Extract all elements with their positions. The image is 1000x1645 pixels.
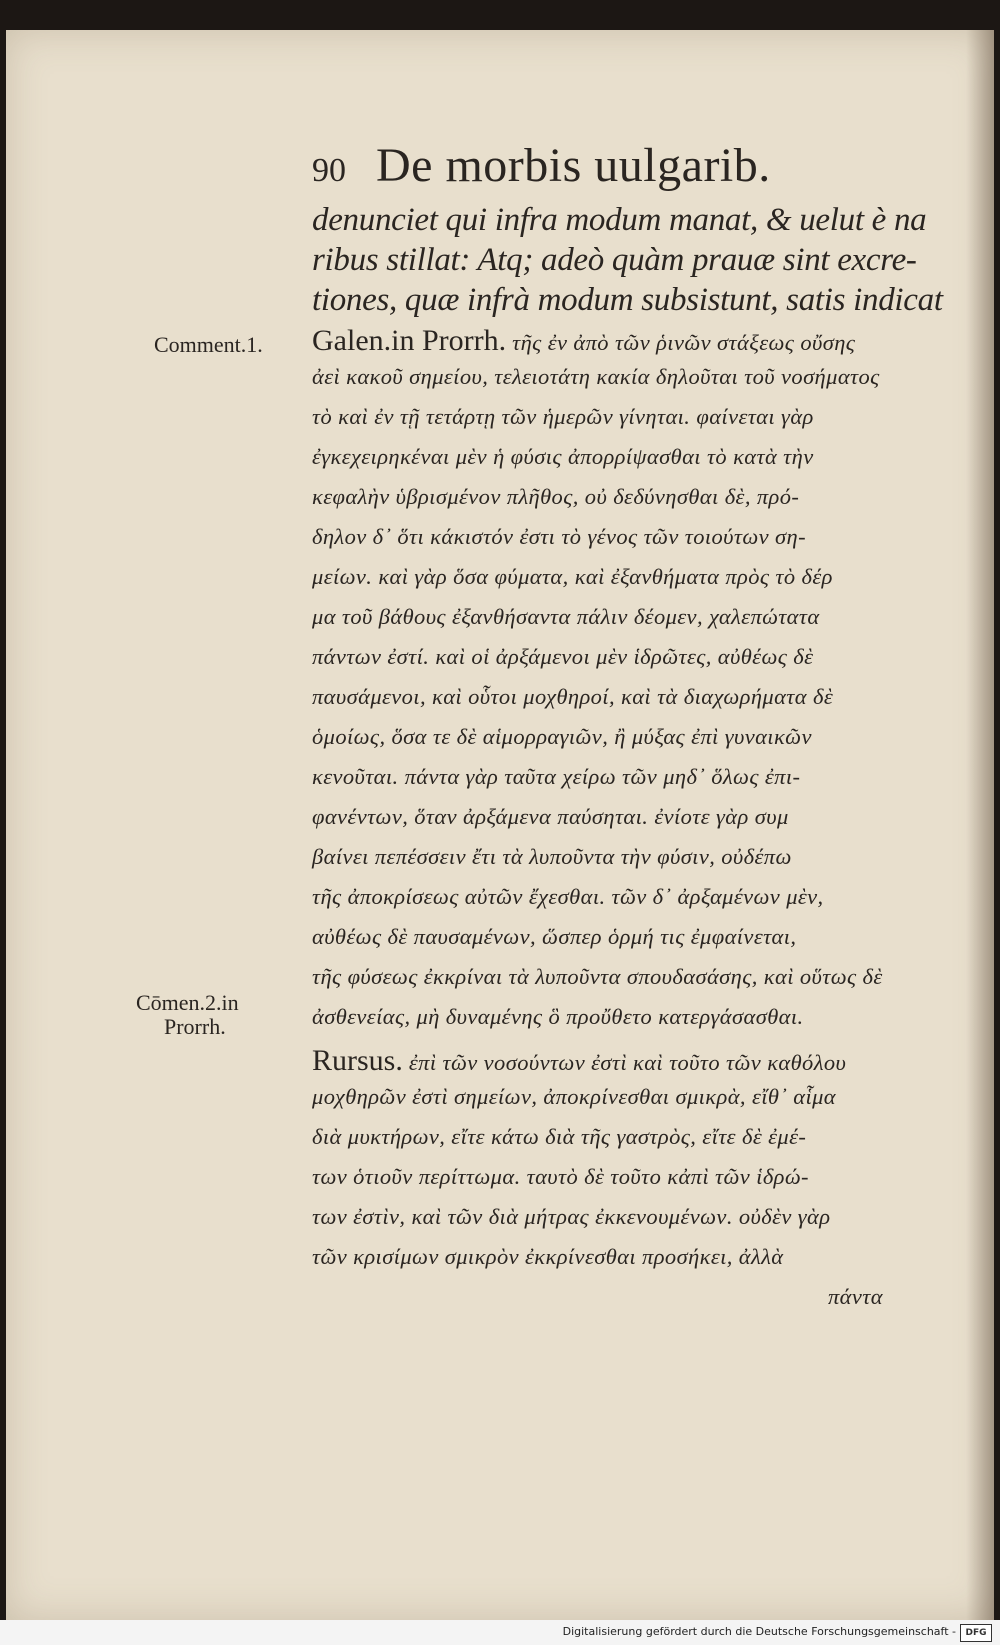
greek-line: κεφαλὴν ὑβρισμένον πλῆθος, οὐ δεδύνησθαι δὲ, πρό- bbox=[312, 484, 800, 509]
greek-line: δηλον δ᾽ ὅτι κάκιστόν ἐστι τὸ γένος τῶν τοιούτων ση- bbox=[312, 524, 806, 549]
page-number: 90 bbox=[312, 152, 346, 189]
greek-line: των ἐστὶν, καὶ τῶν διὰ μήτρας ἐκκενουμένων. οὐδὲν γὰρ bbox=[312, 1204, 831, 1229]
margin-note-comment1: Comment.1. bbox=[154, 332, 263, 357]
greek-line: ἀεὶ κακοῦ σημείου, τελειοτάτη κακία δηλοῦται τοῦ νοσήματος bbox=[312, 364, 880, 389]
greek-line: διὰ μυκτήρων, εἴτε κάτω διὰ τῆς γαστρὸς, εἴτε δὲ ἐμέ- bbox=[312, 1124, 807, 1149]
footer-credit: Digitalisierung gefördert durch die Deutsche Forschungsgemeinschaft - bbox=[562, 1625, 956, 1638]
text-line: ribus stillat: Atq; adeò quàm prauæ sint excre- bbox=[312, 242, 917, 278]
running-head bbox=[312, 138, 872, 198]
digitization-footer bbox=[0, 1620, 1000, 1645]
greek-line: τὸ καὶ ἐν τῇ τετάρτῃ τῶν ἡμερῶν γίνηται. φαίνεται γὰρ bbox=[312, 404, 814, 429]
text-line bbox=[312, 324, 855, 358]
greek-line: των ὁτιοῦν περίττωμα. ταυτὸ δὲ τοῦτο κἀπὶ τῶν ἱδρώ- bbox=[312, 1164, 809, 1189]
greek-line: μοχθηρῶν ἐστὶ σημείων, ἀποκρίνεσθαι σμικρὰ, εἴθ᾽ αἷμα bbox=[312, 1084, 837, 1109]
greek-line: ἐγκεχειρηκέναι μὲν ἡ φύσις ἀπορρίψασθαι τὸ κατὰ τὴν bbox=[312, 444, 814, 469]
greek-line: πάντων ἐστί. καὶ οἱ ἀρξάμενοι μὲν ἱδρῶτες, αὐθέως δὲ bbox=[312, 644, 814, 669]
text-line: denunciet qui infra modum manat, & uelut è na bbox=[312, 202, 927, 238]
greek-line: κενοῦται. πάντα γὰρ ταῦτα χείρω τῶν μηδ᾽ ὅλως ἐπι- bbox=[312, 764, 801, 789]
greek-line: μείων. καὶ γὰρ ὅσα φύματα, καὶ ἐξανθήματα πρὸς τὸ δέρ bbox=[312, 564, 833, 589]
running-title: De morbis uulgarib. bbox=[376, 139, 771, 192]
greek-line: αὐθέως δὲ παυσαμένων, ὥσπερ ὁρμή τις ἐμφαίνεται, bbox=[312, 924, 797, 949]
book-page bbox=[6, 30, 994, 1620]
margin-note-comment2-line1: Cōmen.2.in bbox=[136, 990, 239, 1015]
greek-line: παυσάμενοι, καὶ οὗτοι μοχθηροί, καὶ τὰ διαχωρήματα δὲ bbox=[312, 684, 834, 709]
catchword: πάντα bbox=[828, 1284, 883, 1309]
greek-text: τῆς ἐν ἀπὸ τῶν ῥινῶν στάξεως οὔσης bbox=[512, 330, 856, 355]
greek-text: ἐπὶ τῶν νοσούντων ἐστὶ καὶ τοῦτο τῶν καθόλου bbox=[408, 1050, 847, 1075]
greek-line: ἀσθενείας, μὴ δυναμένης ὃ προὔθετο κατεργάσασθαι. bbox=[312, 1004, 804, 1029]
rursus-label: Rursus. bbox=[312, 1044, 403, 1077]
greek-line: φανέντων, ὅταν ἀρξάμενα παύσηται. ἐνίοτε γὰρ συμ bbox=[312, 804, 789, 829]
margin-note-comment2-line2: Prorrh. bbox=[164, 1014, 226, 1039]
greek-line: τῆς φύσεως ἐκκρίναι τὰ λυποῦντα σπουδασάσης, καὶ οὕτως δὲ bbox=[312, 964, 883, 989]
text-line: tiones, quæ infrà modum subsistunt, satis indicat bbox=[312, 282, 943, 318]
citation-galen: Galen.in Prorrh. bbox=[312, 324, 507, 357]
greek-line: ὁμοίως, ὅσα τε δὲ αἱμορραγιῶν, ἢ μύξας ἐπὶ γυναικῶν bbox=[312, 724, 812, 749]
text-line bbox=[312, 1044, 846, 1078]
greek-line: τῆς ἀποκρίσεως αὐτῶν ἔχεσθαι. τῶν δ᾽ ἀρξαμένων μὲν, bbox=[312, 884, 824, 909]
spine-shadow bbox=[966, 30, 994, 1620]
greek-line: βαίνει πεπέσσειν ἔτι τὰ λυποῦντα τὴν φύσιν, οὐδέπω bbox=[312, 844, 792, 869]
greek-line: μα τοῦ βάθους ἐξανθήσαντα πάλιν δέομεν, χαλεπώτατα bbox=[312, 604, 820, 629]
greek-line: τῶν κρισίμων σμικρὸν ἐκκρίνεσθαι προσήκει, ἀλλὰ bbox=[312, 1244, 784, 1269]
dfg-logo: DFG bbox=[960, 1624, 992, 1642]
